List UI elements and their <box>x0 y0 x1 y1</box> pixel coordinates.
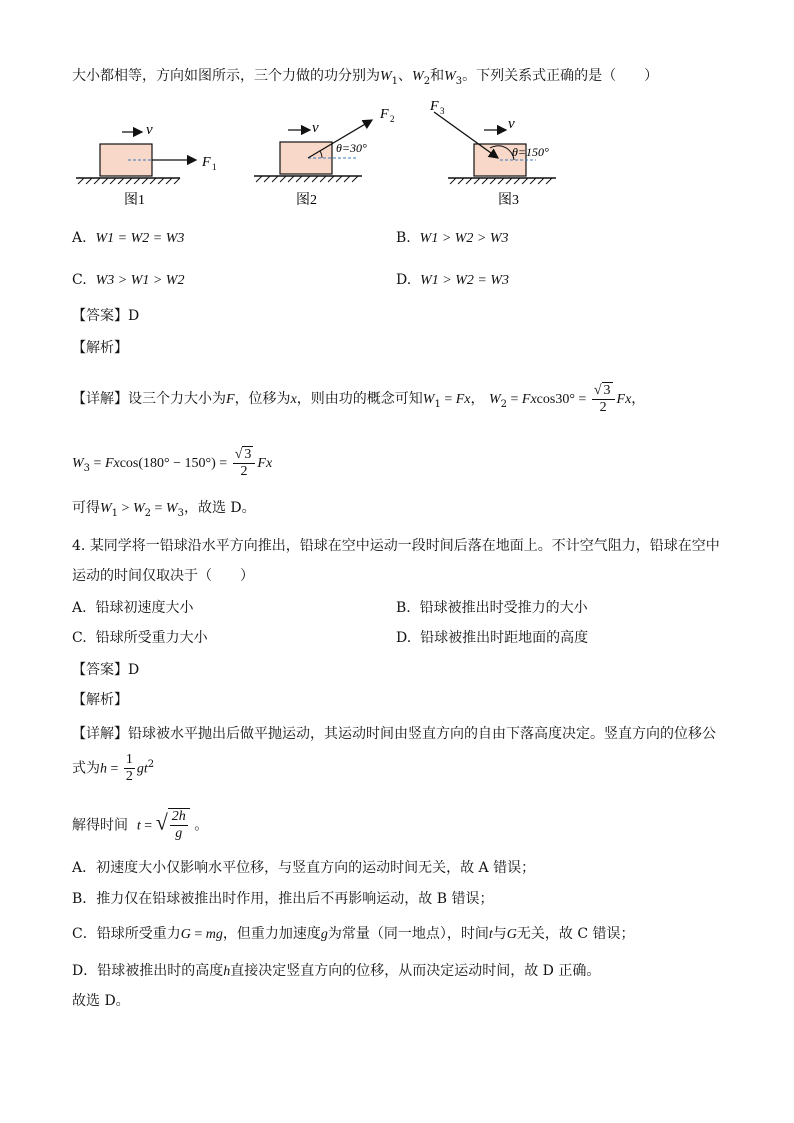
q4-answer: 【答案】D <box>72 662 140 678</box>
q3-option-a: A. W1 = W2 = W3 <box>72 230 185 246</box>
svg-text:F: F <box>202 155 211 170</box>
q4-answer-value: D <box>128 662 140 678</box>
svg-text:v: v <box>312 120 319 136</box>
q3-option-a-text: W1 = W2 = W3 <box>95 231 185 246</box>
svg-text:v: v <box>508 116 515 132</box>
q3-analysis-label: 【解析】 <box>72 340 128 356</box>
svg-text:v: v <box>146 122 153 138</box>
q4-explain-a: A．初速度大小仅影响水平位移，与竖直方向的运动时间无关，故 A 错误； <box>72 860 536 876</box>
q4-stem-line1: 4. 某同学将一铅球沿水平方向推出，铅球在空中运动一段时间后落在地面上。不计空气阻力，铅球在空中 <box>72 538 720 554</box>
svg-text:3: 3 <box>440 106 445 116</box>
q4-explain-b: B．推力仅在铅球被推出时作用，推出后不再影响运动，故 B 错误； <box>72 891 494 907</box>
q4-analysis-label: 【解析】 <box>72 692 128 708</box>
figure-1 <box>76 122 217 208</box>
figure-2 <box>254 107 395 208</box>
svg-text:F: F <box>380 107 389 122</box>
q4-explain-c: C．铅球所受重力G = mg，但重力加速度g为常量（同一地点），时间t与G无关，故 C 错误； <box>72 926 635 942</box>
q3-conclusion: 可得$W_1 > W_2 = W_3$，故选 D。 <box>72 500 256 519</box>
fig3-force-arrow <box>434 112 498 158</box>
svg-text:2: 2 <box>390 114 395 124</box>
q3-detail-line1: 【详解】设三个力大小为F，位移为x，则由功的概念可知$W_1 = Fx$， $W_2 = Fxcos30^\circ$ = $\frac{√ 3}{2}$ Fx， <box>72 383 646 415</box>
q4-option-a: A. 铅球初速度大小 <box>72 600 194 616</box>
q4-explain-d: D．铅球被推出时的高度h直接决定竖直方向的位移，从而决定运动时间，故 D 正确。 <box>72 963 601 979</box>
q3-option-d: D. W1 > W2 = W3 <box>396 272 509 288</box>
q3-answer-value: D <box>128 308 140 324</box>
fig2-caption: 图2 <box>296 193 317 208</box>
q3-option-c-text: W3 > W1 > W2 <box>95 273 185 288</box>
q4-detail-line1: 【详解】铅球被水平抛出后做平抛运动，其运动时间由竖直方向的自由下落高度决定。竖直方向的位移公 <box>72 726 716 742</box>
q3-answer: 【答案】D <box>72 308 140 324</box>
q3-stem-line: 大小都相等，方向如图所示，三个力做的功分别为$W_1$、$W_2$和$W_3$。下列关系式正确的是（ ） <box>72 68 659 87</box>
q4-option-c: C. 铅球所受重力大小 <box>72 630 208 646</box>
q4-detail-line2: 式为h = $\frac{1}{2}$ $gt^2$ <box>72 752 155 784</box>
q3-stem-text: 大小都相等，方向如图所示，三个力做的功分别为 <box>72 68 380 84</box>
figure-3 <box>429 99 556 208</box>
q3-option-c: C. W3 > W1 > W2 <box>72 272 185 288</box>
svg-text:1: 1 <box>212 162 217 172</box>
fig3-angle-label: θ=150° <box>512 145 549 159</box>
q4-number: 4. <box>72 538 86 554</box>
q3-option-b: B. W1 > W2 > W3 <box>396 230 509 246</box>
q3-figures <box>60 96 580 212</box>
q4-stem-line2: 运动的时间仅取决于（ ） <box>72 568 254 584</box>
fig1-caption: 图1 <box>124 193 145 208</box>
fig2-angle-label: θ=30° <box>336 141 367 155</box>
q4-option-d: D. 铅球被推出时距地面的高度 <box>396 630 589 646</box>
q4-solve-line: 解得时间 t = √ $\frac{2h}{g}$ 。 <box>72 809 209 841</box>
q4-option-b: B. 铅球被推出时受推力的大小 <box>396 600 588 616</box>
q3-option-b-text: W1 > W2 > W3 <box>419 231 509 246</box>
q3-detail-line2: $W_3 = Fxcos(180^\circ - 150^\circ)$ = $\frac{√ 3}{2}$ Fx <box>72 447 273 479</box>
fig3-caption: 图3 <box>498 193 519 208</box>
q3-option-d-text: W1 > W2 = W3 <box>420 273 509 288</box>
q4-final: 故选 D。 <box>72 993 130 1009</box>
svg-text:F: F <box>430 99 439 114</box>
